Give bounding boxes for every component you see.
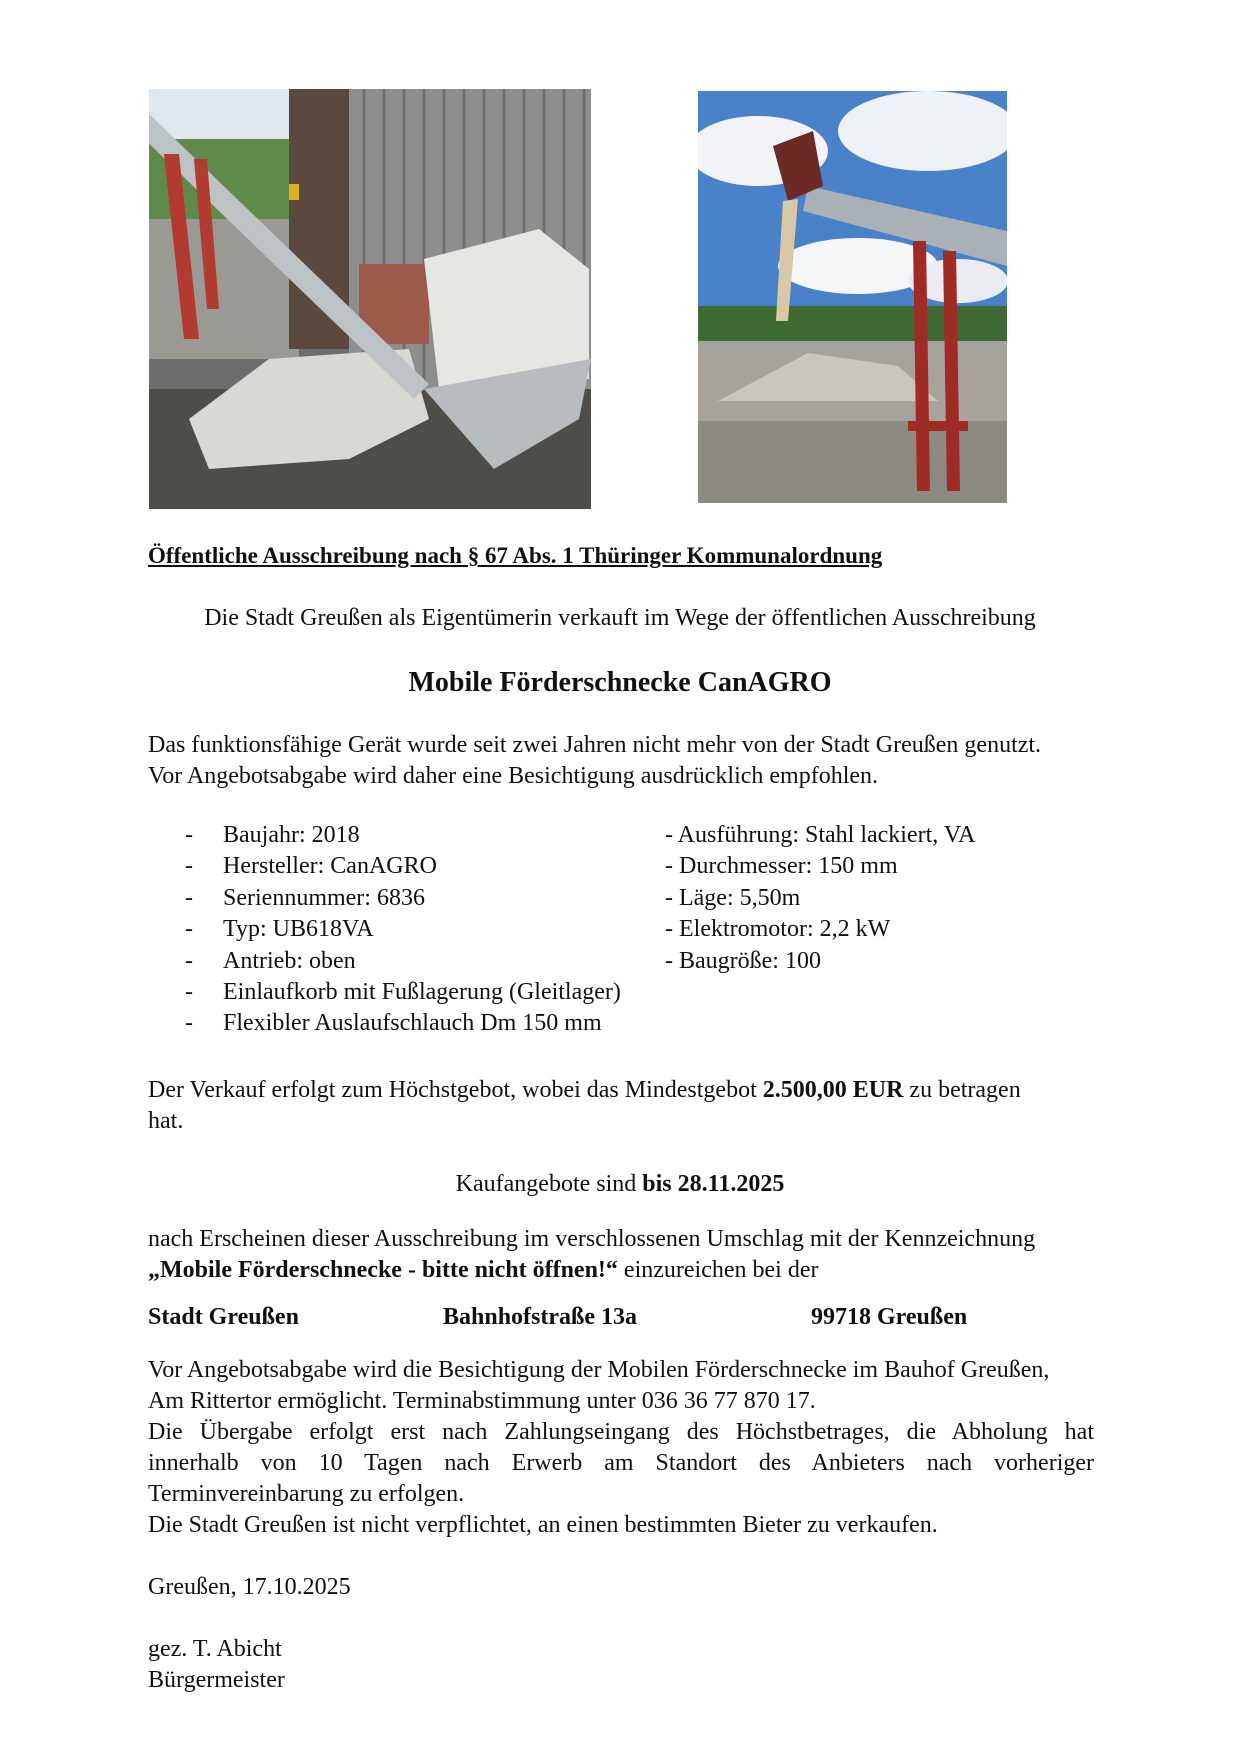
- deadline-date: bis 28.11.2025: [642, 1171, 785, 1197]
- place-date: Greußen, 17.10.2025: [148, 1574, 351, 1600]
- submission-line-1: nach Erscheinen dieser Ausschreibung im verschlossenen Umschlag mit der Kennzeichnung: [148, 1226, 1036, 1252]
- handover-line-2: innerhalb von 10 Tagen nach Erwerb am Standort des Anbieters nach vorheriger: [148, 1450, 1094, 1476]
- intro-text: Die Stadt Greußen als Eigentümerin verkauft im Wege der öffentlichen Ausschreibung: [204, 605, 1036, 631]
- address-city: 99718 Greußen: [811, 1304, 968, 1330]
- sale-terms-line-1: Der Verkauf erfolgt zum Höchstgebot, wobei das Mindestgebot 2.500,00 EUR zu betragen: [148, 1077, 1021, 1103]
- signature-role: Bürgermeister: [148, 1667, 285, 1693]
- spec-item: - Antrieb: oben: [185, 947, 356, 974]
- spec-item: - Typ: UB618VA: [185, 916, 374, 943]
- inspection-line-1: Vor Angebotsabgabe wird die Besichtigung der Mobilen Förderschnecke im Bauhof Greußen,: [148, 1357, 1050, 1383]
- auger-outdoor-photo: [698, 91, 1007, 503]
- address-street: Bahnhofstraße 13a: [443, 1304, 638, 1330]
- spec-item: - Ausführung: Stahl lackiert, VA: [665, 822, 976, 848]
- no-obligation-text: Die Stadt Greußen ist nicht verpflichtet, an einen bestimmten Bieter zu verkaufen.: [148, 1512, 938, 1538]
- auger-in-shed-photo: [149, 89, 591, 509]
- handover-line-1: Die Übergabe erfolgt erst nach Zahlungseingang des Höchstbetrages, die Abholung hat: [148, 1419, 1094, 1445]
- spec-item: - Einlaufkorb mit Fußlagerung (Gleitlager): [185, 978, 621, 1005]
- deadline-text: Kaufangebote sind bis 28.11.2025: [455, 1171, 785, 1197]
- description-line-1: Das funktionsfähige Gerät wurde seit zwei Jahren nicht mehr von der Stadt Greußen genutzt.: [148, 732, 1042, 758]
- spec-list-right: [665, 820, 975, 977]
- spec-list-left: [185, 820, 621, 1040]
- spec-item: - Baugröße: 100: [665, 947, 821, 974]
- item-title: Mobile Förderschnecke CanAGRO: [408, 667, 832, 698]
- handover-line-3: Terminvereinbarung zu erfolgen.: [148, 1481, 465, 1507]
- spec-item: - Elektromotor: 2,2 kW: [665, 916, 891, 943]
- spec-item: - Läge: 5,50m: [665, 884, 801, 911]
- spec-item: - Durchmesser: 150 mm: [665, 853, 898, 880]
- spec-item: - Seriennummer: 6836: [185, 884, 425, 911]
- description-line-2: Vor Angebotsabgabe wird daher eine Besichtigung ausdrücklich empfohlen.: [148, 763, 879, 789]
- envelope-marking: „Mobile Förderschnecke - bitte nicht öffnen!“: [148, 1257, 618, 1283]
- spec-item: - Hersteller: CanAGRO: [185, 853, 437, 880]
- submission-line-2: „Mobile Förderschnecke - bitte nicht öffnen!“ einzureichen bei der: [148, 1257, 819, 1283]
- minimum-bid: 2.500,00 EUR: [762, 1077, 904, 1103]
- inspection-line-2: Am Rittertor ermöglicht. Terminabstimmung unter 036 36 77 870 17.: [148, 1388, 816, 1414]
- address-name: Stadt Greußen: [148, 1304, 299, 1330]
- spec-item: - Flexibler Auslaufschlauch Dm 150 mm: [185, 1010, 602, 1037]
- sale-terms-line-2: hat.: [148, 1108, 184, 1134]
- tender-heading: Öffentliche Ausschreibung nach § 67 Abs. 1 Thüringer Kommunalordnung: [148, 543, 883, 568]
- spec-item: - Baujahr: 2018: [185, 822, 360, 848]
- signature-name: gez. T. Abicht: [148, 1636, 282, 1662]
